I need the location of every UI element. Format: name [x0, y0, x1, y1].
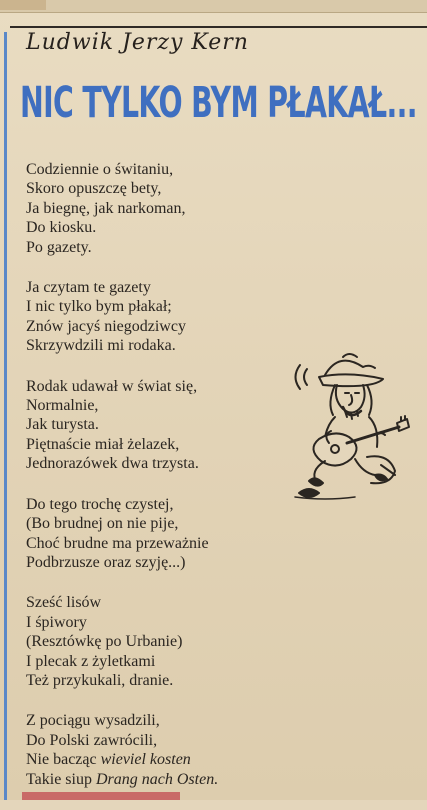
- poem-line: Choć brudne ma przeważnie: [26, 534, 209, 552]
- poem-line-italic: Drang nach Osten.: [95, 770, 219, 788]
- poem-line: Sześć lisów: [26, 594, 102, 612]
- poem-line: Rodak udawał w świat się,: [26, 377, 198, 395]
- poem-line: I plecak z żyletkami: [26, 652, 156, 670]
- poem-line: Do Polski zawrócili,: [26, 731, 158, 749]
- bottom-color-band: [22, 792, 180, 800]
- poem-line: Znów jacyś niegodziwcy: [26, 317, 186, 335]
- stanza-5: [26, 593, 316, 690]
- guitar-player-illustration: [285, 347, 417, 502]
- author-name: Ludwik Jerzy Kern: [26, 30, 249, 55]
- top-strip: [0, 0, 427, 13]
- poem-line: Piętnaście miał żelazek,: [26, 435, 180, 453]
- left-blue-rule: [4, 32, 7, 800]
- poem-line-mixed: [26, 770, 316, 789]
- poem-line: Do kiosku.: [26, 219, 97, 237]
- stanza-2: [26, 278, 316, 356]
- poem-title: NIC TYLKO BYM PŁAKAŁ...: [20, 78, 417, 128]
- stanza-6: [26, 711, 316, 789]
- poem-line: Z pociągu wysadzili,: [26, 712, 160, 730]
- poem-line: Ja biegnę, jak narkoman,: [26, 199, 186, 217]
- poem-line: Po gazety.: [26, 238, 92, 256]
- stanza-1: [26, 160, 316, 257]
- poem-line: I śpiwory: [26, 613, 87, 631]
- poem-line: Skrzywdzili mi rodaka.: [26, 337, 176, 355]
- poem-line: Jak turysta.: [26, 416, 99, 434]
- poem-line-plain: Takie siup: [26, 770, 96, 788]
- poem-line-mixed: [26, 750, 316, 769]
- poem-line: Ja czytam te gazety: [26, 279, 151, 297]
- poem-line-italic: wieviel kosten: [100, 751, 191, 769]
- poem-line: Normalnie,: [26, 397, 99, 415]
- clip-tag: [0, 0, 46, 10]
- poem-line-plain: Nie bacząc: [26, 751, 101, 769]
- stanza-3: [26, 377, 316, 474]
- top-rule: [10, 26, 427, 28]
- poem-body: [26, 160, 316, 810]
- stanza-4: [26, 495, 316, 573]
- poem-line: Też przykukali, dranie.: [26, 671, 174, 689]
- poem-line: Do tego trochę czystej,: [26, 495, 174, 513]
- poem-line: (Bo brudnej on nie pije,: [26, 515, 179, 533]
- poem-line: Jednorazówek dwa trzysta.: [26, 455, 199, 473]
- poem-line: Codziennie o świtaniu,: [26, 161, 174, 178]
- poem-line: Skoro opuszczę bety,: [26, 180, 162, 198]
- poem-line: I nic tylko bym płakał;: [26, 298, 172, 316]
- poem-line: Podbrzusze oraz szyję...): [26, 553, 186, 571]
- poem-line: (Resztówkę po Urbanie): [26, 633, 183, 651]
